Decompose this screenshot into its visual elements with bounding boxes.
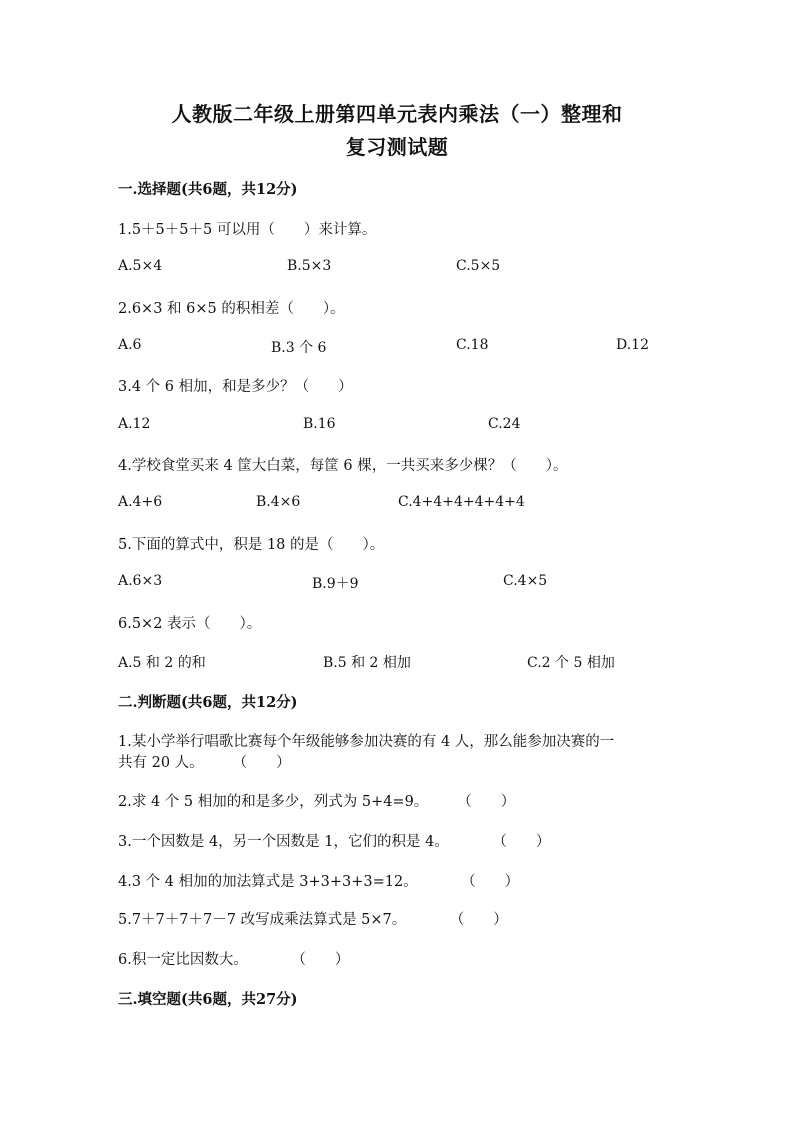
choice-q4-option-b[interactable]: B.4×6 xyxy=(256,494,301,510)
choice-question-5: 5.下面的算式中，积是 18 的是（ ）。 xyxy=(118,537,385,553)
judgment-question-6: 6.积一定比因数大。 （ ） xyxy=(118,952,350,968)
choice-q2-option-c[interactable]: C.18 xyxy=(456,337,489,353)
section-heading-choice: 一.选择题(共6题，共12分) xyxy=(118,181,298,198)
choice-q1-option-a[interactable]: A.5×4 xyxy=(118,258,163,274)
choice-q5-option-a[interactable]: A.6×3 xyxy=(118,573,163,589)
judgment-question-1-line-2: 共有 20 人。 （ ） xyxy=(118,755,291,771)
choice-q3-option-b[interactable]: B.16 xyxy=(303,416,336,432)
choice-question-2: 2.6×3 和 6×5 的积相差（ ）。 xyxy=(118,301,345,317)
choice-q2-option-a[interactable]: A.6 xyxy=(118,337,142,353)
choice-q1-option-c[interactable]: C.5×5 xyxy=(456,258,501,274)
choice-q5-option-c[interactable]: C.4×5 xyxy=(503,573,548,589)
choice-q4-option-a[interactable]: A.4+6 xyxy=(118,494,163,510)
choice-q3-option-c[interactable]: C.24 xyxy=(488,416,521,432)
judgment-question-1-line-1: 1.某小学举行唱歌比赛每个年级能够参加决赛的有 4 人，那么能参加决赛的一 xyxy=(118,734,615,750)
choice-question-3: 3.4 个 6 相加，和是多少？（ ） xyxy=(118,379,353,395)
choice-question-6: 6.5×2 表示（ ）。 xyxy=(118,616,262,632)
judgment-question-5: 5.7＋7＋7＋7－7 改写成乘法算式是 5×7。 （ ） xyxy=(118,912,508,928)
choice-question-4: 4.学校食堂买来 4 筐大白菜，每筐 6 棵，一共买来多少棵？（ ）。 xyxy=(118,458,568,474)
choice-question-1: 1.5＋5＋5＋5 可以用（ ）来计算。 xyxy=(118,222,377,238)
choice-q2-option-b[interactable]: B.3 个 6 xyxy=(271,340,327,356)
section-heading-judgment: 二.判断题(共6题，共12分) xyxy=(118,694,298,711)
choice-q2-option-d[interactable]: D.12 xyxy=(616,337,649,353)
choice-q6-option-a[interactable]: A.5 和 2 的和 xyxy=(118,655,206,671)
judgment-question-4: 4.3 个 4 相加的加法算式是 3+3+3+3=12。 （ ） xyxy=(118,874,520,890)
choice-q6-option-b[interactable]: B.5 和 2 相加 xyxy=(323,655,411,671)
document-title-line-2: 复习测试题 xyxy=(345,135,449,159)
document-title-line-1: 人教版二年级上册第四单元表内乘法（一）整理和 xyxy=(171,102,623,126)
judgment-question-2: 2.求 4 个 5 相加的和是多少，列式为 5+4=9。 （ ） xyxy=(118,794,516,810)
choice-q4-option-c[interactable]: C.4+4+4+4+4+4 xyxy=(398,494,525,510)
section-heading-fill-in: 三.填空题(共6题，共27分) xyxy=(118,991,298,1008)
choice-q6-option-c[interactable]: C.2 个 5 相加 xyxy=(527,655,615,671)
choice-q5-option-b[interactable]: B.9＋9 xyxy=(312,576,359,592)
judgment-question-3: 3.一个因数是 4，另一个因数是 1，它们的积是 4。 （ ） xyxy=(118,834,551,850)
choice-q1-option-b[interactable]: B.5×3 xyxy=(287,258,332,274)
choice-q3-option-a[interactable]: A.12 xyxy=(118,416,151,432)
